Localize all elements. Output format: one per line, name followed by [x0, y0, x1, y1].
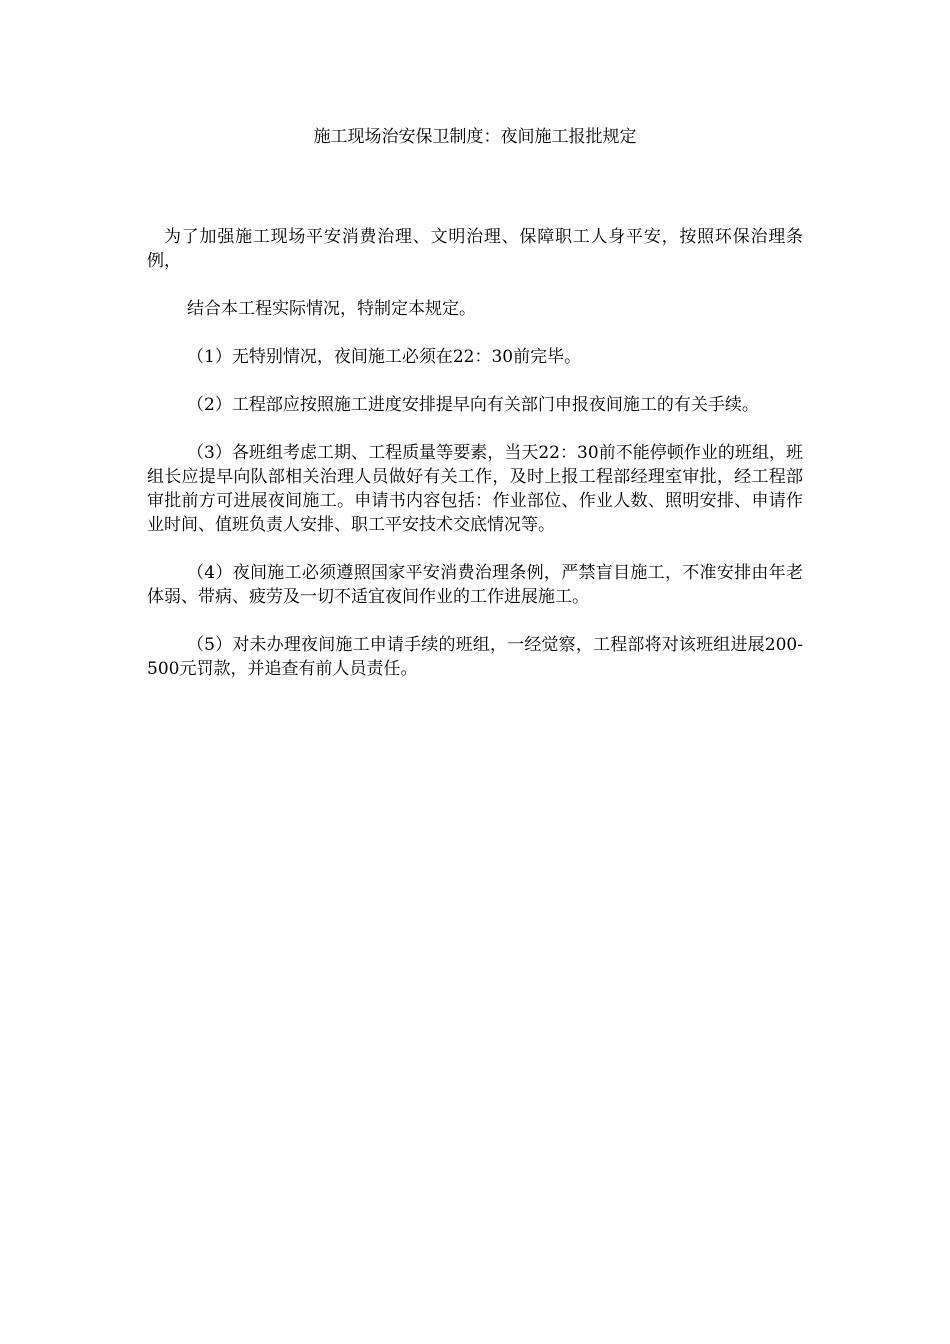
paragraph-intro: 为了加强施工现场平安消费治理、文明治理、保障职工人身平安，按照环保治理条例， [147, 227, 803, 271]
paragraph-purpose: 结合本工程实际情况，特制定本规定。 [187, 299, 476, 319]
paragraph-rule-3: （3）各班组考虑工期、工程质量等要素，当天22：30前不能停顿作业的班组，班组长应提早向队部相关治理人员做好有关工作，及时上报工程部经理室审批，经工程部审批前方可进展夜间施工。申请书内容包括：作业部位、作业人数、照明安排、申请作业时间、值班负责人安排、职工平安技术交底情况等。 [147, 443, 803, 535]
paragraph-rule-4: （4）夜间施工必须遵照国家平安消费治理条例，严禁盲目施工，不准安排由年老体弱、带病、疲劳及一切不适宜夜间作业的工作进展施工。 [147, 563, 803, 607]
paragraph-rule-1: （1）无特别情况，夜间施工必须在22：30前完毕。 [187, 347, 582, 367]
document-title: 施工现场治安保卫制度：夜间施工报批规定 [313, 127, 637, 147]
paragraph-rule-5: （5）对未办理夜间施工申请手续的班组，一经觉察，工程部将对该班组进展200-500元罚款，并追查有前人员责任。 [147, 635, 803, 679]
document-body [147, 225, 803, 705]
paragraph-rule-2: （2）工程部应按照施工进度安排提早向有关部门申报夜间施工的有关手续。 [187, 395, 759, 415]
